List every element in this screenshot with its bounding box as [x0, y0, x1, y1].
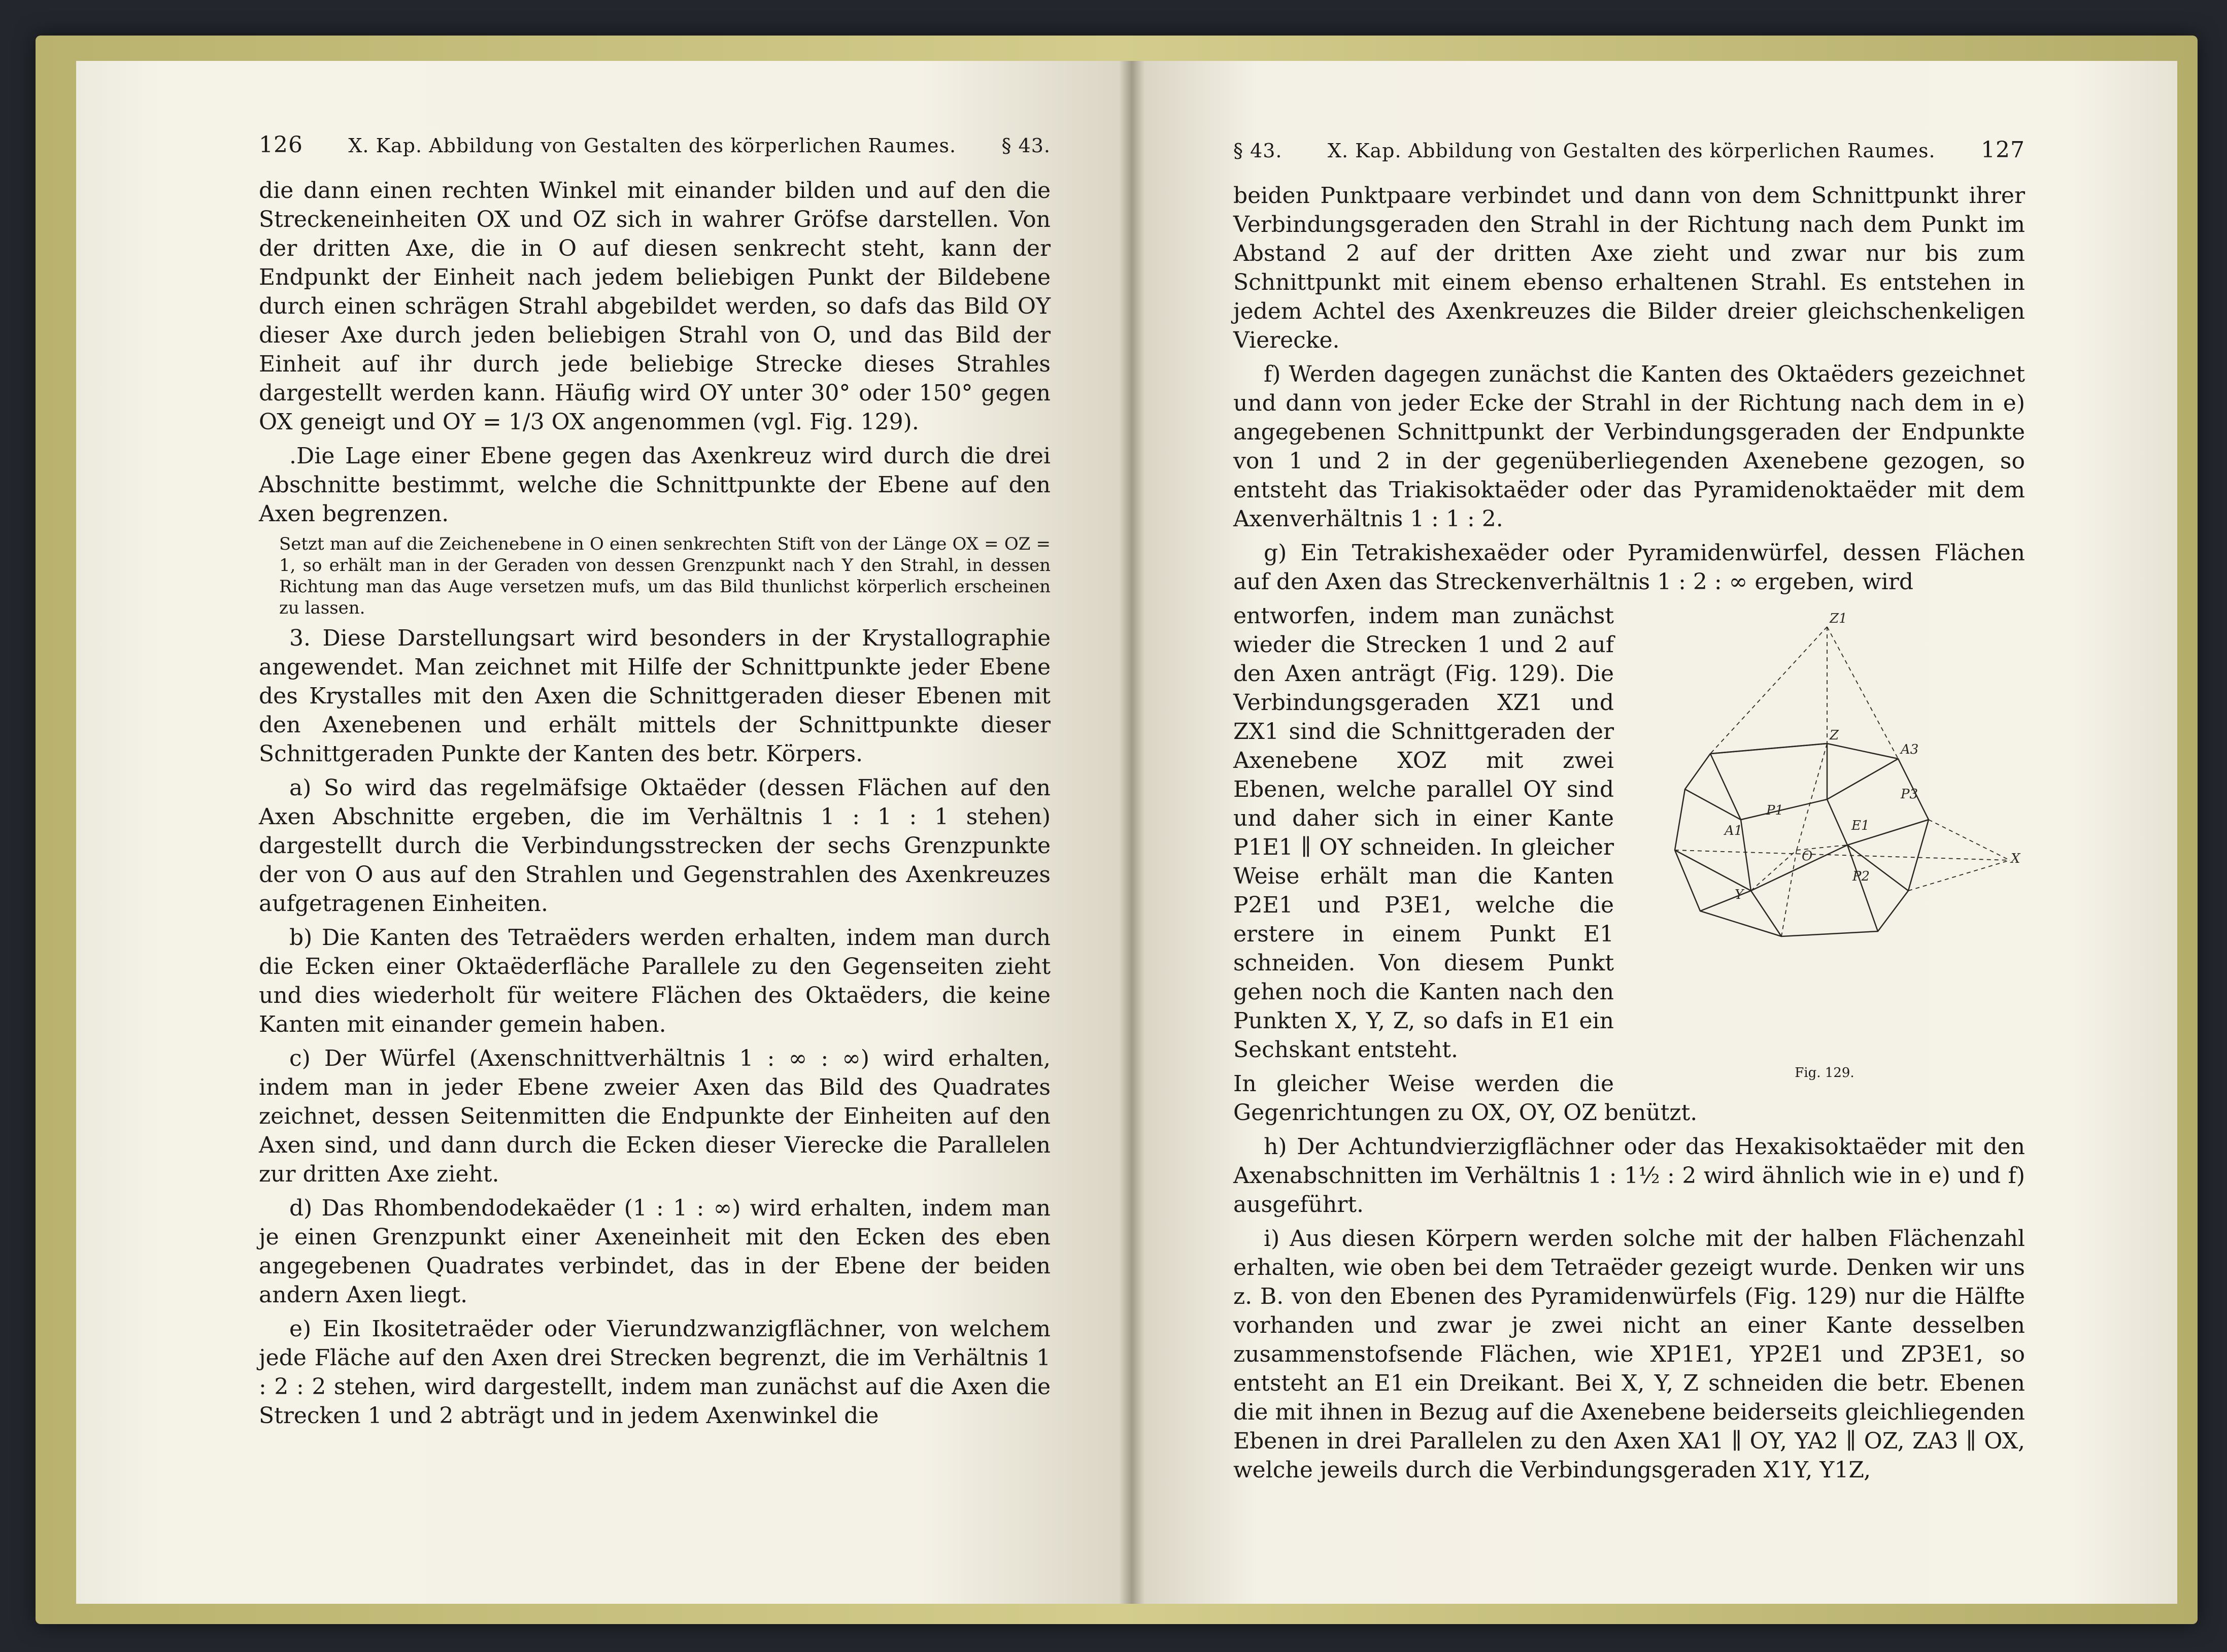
left-page-number: 126 — [259, 132, 303, 158]
figure-129 — [1624, 606, 2025, 1081]
left-paragraph-b: b) Die Kanten des Tetraëders werden erhalten, indem man durch die Ecken einer Oktaëderfläche Parallele zu den Gegenseiten zieht und dies wiederholt für weitere Flächen des Oktaëders, die keine Kanten mit einander gemein haben. — [259, 925, 1051, 1037]
right-paragraph-h: h) Der Achtundvierzigflächner oder das Hexakisoktaëder mit den Axenabschnitten im Verhältnis 1 : 1½ : 2 wird ähnlich wie in e) und f) ausgeführt. — [1233, 1134, 2025, 1218]
right-paragraph-f: f) Werden dagegen zunächst die Kanten des Oktaëders gezeichnet und dann von jeder Ecke der Strahl in der Richtung nach dem in e) angegebenen Schnittpunkt der Verbindungsgeraden der Endpunkte von 1 und 2 in der gegenüberliegenden Axenebene gezogen, so entsteht das Triakisoktaëder oder das Pyramidenoktaëder mit dem Axenverhältnis 1 : 1 : 2. — [1233, 361, 2025, 532]
right-page — [1132, 61, 2177, 1604]
left-paragraph-e: e) Ein Ikositetraëder oder Vierundzwanzigflächner, von welchem jede Fläche auf den Axen drei Strecken begrenzt, die im Verhältnis 1 : 2 : 2 stehen, wird dargestellt, indem man zunächst auf die Axen die Strecken 1 und 2 abträgt und in jedem Axenwinkel die — [259, 1316, 1051, 1429]
right-section: § 43. — [1233, 140, 1283, 162]
label-a1: A1 — [1725, 823, 1743, 838]
right-paragraph-1: beiden Punktpaare verbindet und dann von dem Schnittpunkt ihrer Verbindungsgeraden den Strahl in der Richtung nach dem Punkt im Abstand 2 auf der dritten Axe zieht und zwar nur bis zum Schnittpunkt mit einem ebenso erhaltenen Strahl. Es entstehen in jedem Achtel des Axenkreuzes die Bilder dreier gleichschenkeligen Vierecke. — [1233, 183, 2025, 353]
right-page-number: 127 — [1981, 137, 2025, 163]
pyramid-cube-diagram — [1624, 606, 2025, 1063]
label-y: Y — [1735, 887, 1744, 902]
left-page — [76, 61, 1132, 1604]
left-paragraph-3: 3. Diese Darstellungsart wird besonders in der Krystallographie angewendet. Man zeichnet mit Hilfe der Schnittpunkte jeder Ebene des Krystalles mit den Axen die Schnittgeraden dieser Ebenen mit den Axenebenen und erhält mittels der Schnittpunkte dieser Schnittgeraden Punkte der Kanten des betr. Körpers. — [259, 625, 1051, 767]
left-running-title: X. Kap. Abbildung von Gestalten des körperlichen Raumes. — [348, 134, 957, 157]
left-section: § 43. — [1001, 134, 1051, 157]
label-z1: Z1 — [1830, 611, 1847, 626]
left-paragraph-c: c) Der Würfel (Axenschnittverhältnis 1 : ∞ : ∞) wird erhalten, indem man in jeder Ebene zweier Axen das Bild des Quadrates zeichnet, dessen Seitenmitten die Endpunkte der Einheiten auf den Axen sind, und dann durch die Ecken dieser Vierecke die Parallelen zur dritten Axe zieht. — [259, 1046, 1051, 1187]
left-paragraph-a: a) So wird das regelmäfsige Oktaëder (dessen Flächen auf den Axen Abschnitte ergeben, die im Verhältnis 1 : 1 : 1 stehen) dargestellt durch die Verbindungsstrecken der sechs Grenzpunkte der von O aus auf den Strahlen und Gegenstrahlen des Axenkreuzes aufgetragenen Einheiten. — [259, 775, 1051, 917]
label-x: X — [2011, 851, 2020, 866]
left-note: Setzt man auf die Zeichenebene in O einen senkrechten Stift von der Länge OX = OZ = 1, so erhält man in der Geraden von dessen Grenzpunkt nach Y den Strahl, in dessen Richtung man das Auge versetzen mufs, um das Bild thunlichst körperlich erscheinen zu lassen. — [279, 534, 1051, 618]
right-paragraph-i: i) Aus diesen Körpern werden solche mit der halben Flächenzahl erhalten, wie oben bei dem Tetraëder gezeigt wurde. Denken wir uns z. B. von den Ebenen des Pyramidenwürfels (Fig. 129) nur die Hälfte vorhanden und zwar je zwei nicht an einer Kante desselben zusammenstofsende Flächen, wie XP1E1, YP2E1 und ZP3E1, so entsteht an E1 ein Dreikant. Bei X, Y, Z schneiden die betr. Ebenen die mit ihnen in Bezug auf die Axenebene beiderseits gleichliegenden Ebenen in drei Parallelen zu den Axen XA1 ∥ OY, YA2 ∥ OZ, ZA3 ∥ OX, welche jeweils durch die Verbindungsgeraden X1Y, Y1Z, — [1233, 1226, 2025, 1483]
right-running-title: X. Kap. Abbildung von Gestalten des körperlichen Raumes. — [1327, 140, 1936, 162]
right-running-head — [1233, 137, 2025, 163]
right-paragraph-g-float: entworfen, indem man zunächst wieder die Strecken 1 und 2 auf den Axen anträgt (Fig. 129). Die Verbindungsgeraden XZ1 und ZX1 sind die Schnittgeraden der Axenebene XOZ mit zwei Ebenen, welche parallel OY sind und daher sich in einer Kante P1E1 ∥ OY schneiden. In gleicher Weise erhält man die Kanten P2E1 und P3E1, welche die erstere in einem Punkt E1 schneiden. Von diesem Punkt gehen noch die Kanten nach den Punkten X, Y, Z, so dafs in E1 ein Sechskant entsteht. — [1233, 603, 1614, 1063]
label-p2: P2 — [1852, 869, 1870, 884]
label-a3: A3 — [1901, 742, 1919, 757]
left-running-head — [259, 132, 1051, 158]
left-paragraph-1: die dann einen rechten Winkel mit einander bilden und auf den die Streckeneinheiten OX und OZ sich in wahrer Gröfse darstellen. Von der dritten Axe, die in O auf diesen senkrecht steht, kann der Endpunkt der Einheit nach jedem beliebigen Punkt der Bildebene durch einen schrägen Strahl abgebildet werden, so dafs das Bild OY dieser Axe durch jeden beliebigen Strahl von O, und das Bild der Einheit auf ihr durch jede beliebige Strecke dieses Strahles dargestellt werden kann. Häufig wird OY unter 30° oder 150° gegen OX geneigt und OY = 1/3 OX angenommen (vgl. Fig. 129). — [259, 178, 1051, 435]
label-z: Z — [1830, 728, 1839, 743]
label-p1: P1 — [1766, 803, 1784, 818]
left-paragraph-d: d) Das Rhombendodekaëder (1 : 1 : ∞) wird erhalten, indem man je einen Grenzpunkt einer Axeneinheit mit den Ecken des eben angegebenen Quadrates verbindet, das in der Ebene der beiden andern Axen liegt. — [259, 1195, 1051, 1308]
right-paragraph-g-tail: In gleicher Weise werden die Gegenrichtungen zu OX, OY, OZ benützt. — [1233, 1071, 1698, 1126]
figure-caption: Fig. 129. — [1795, 1065, 1854, 1081]
label-o: O — [1802, 849, 1813, 864]
label-e1: E1 — [1851, 818, 1870, 833]
right-paragraph-g-lead: g) Ein Tetrakishexaëder oder Pyramidenwürfel, dessen Flächen auf den Axen das Streckenverhältnis 1 : 2 : ∞ ergeben, wird — [1233, 540, 2025, 595]
label-p3: P3 — [1901, 787, 1918, 802]
book-gutter — [1119, 61, 1144, 1604]
left-paragraph-2: .Die Lage einer Ebene gegen das Axenkreuz wird durch die drei Abschnitte bestimmt, welche die Schnittpunkte der Ebene auf den Axen begrenzen. — [259, 443, 1051, 527]
